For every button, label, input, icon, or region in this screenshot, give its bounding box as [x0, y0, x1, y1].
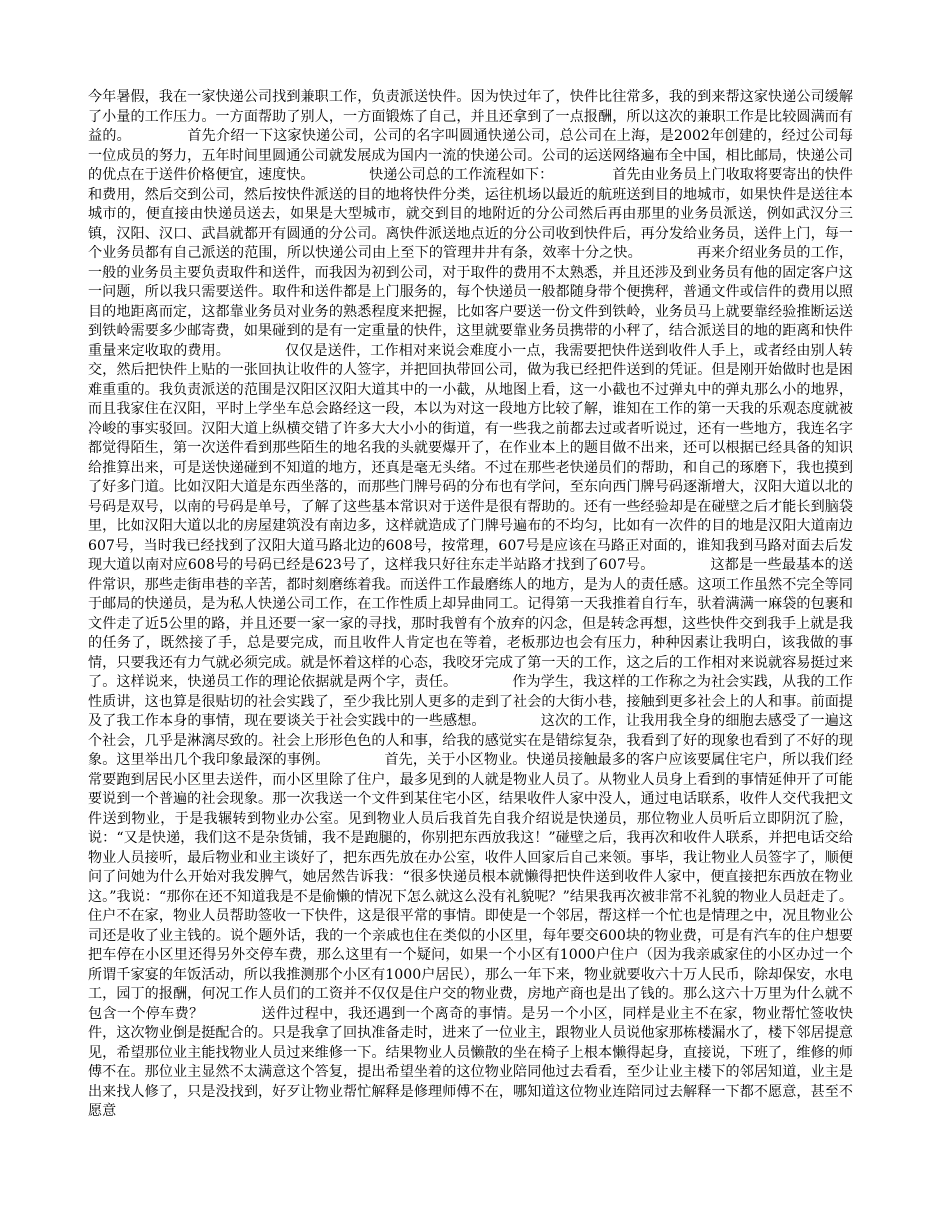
paragraph-company: 首先介绍一下这家快递公司，公司的名字叫圆通快递公司，总公司在上海，是2002年创建的，经过公司每一位成员的努力，五年时间里圆通公司就发展成为国内一流的快递公司。公司的运送网络遍布全中国，相比邮局，快递公司的优点在于送件价格便宜，速度快。 [88, 128, 853, 183]
paragraph-intro: 今年暑假，我在一家快递公司找到兼职工作，负责派送快件。因为快过年了，快件比往常多，我的到来帮这家快递公司缓解了小量的工作压力。一方面帮助了别人，一方面锻炼了自己，并且还拿到了一点报酬，所以这次的兼职工作是比较圆满而有益的。 [88, 89, 853, 144]
paragraph-responsibility: 这都是一些最基本的送件常识，那些走街串巷的辛苦，都时刻磨练着我。而送件工作最磨练人的地方，是为人的责任感。这项工作虽然不完全等同于邮局的快递员，是为私人快递公司工作，在工作性质上却异曲同工。记得第一天我推着自行车，驮着满满一麻袋的包裹和文件走了近5公里的路，并且还要一家一家的寻找，那时我曾有个放弃的闪念，但是转念再想，这些快件交到我手上就是我的任务了，既然接了手，总是要完成，而且收件人肯定也在等着，老板那边也会有压力，种种因素让我明白，该我做的事情，只要我还有力气就必须完成。就是怀着这样的心态，我咬牙完成了第一天的工作，这之后的工作相对来说就容易挺过来了。这样说来，快递员工作的理论依据就是两个字，责任。 [88, 557, 853, 690]
paragraph-strange-event: 送件过程中，我还遇到一个离奇的事情。是另一个小区，同样是业主不在家，物业帮忙签收快件，这次物业倒是挺配合的。只是我拿了回执准备走时，进来了一位业主，跟物业人员说他家那栋楼漏水了，楼下邻居提意见，希望那位业主能找物业人员过来维修一下。结果物业人员懒散的坐在椅子上根本懒得起身，直接说，下班了，维修的师傅不在。那位业主显然不太满意这个答复，提出希望坐着的这位物业陪同他过去看看，至少让业主楼下的邻居知道，业主是出来找人修了，只是没找到，好歹让物业帮忙解释是修理师傅不在，哪知道这位物业连陪同过去解释一下都不愿意，甚至不愿意 [88, 1005, 853, 1119]
paragraph-salesman: 再来介绍业务员的工作，一般的业务员主要负责取件和送件，而我因为初到公司，对于取件的费用不太熟悉，并且还涉及到业务员有他的固定客户这一问题，所以我只需要送件。取件和送件都是上门服务的，每个快递员一般都随身带个便携秤，普通文件或信件的费用以照目的地距离而定，这都靠业务员对业务的熟悉程度来把握，比如客户要送一份文件到铁岭，业务员马上就要靠经验推断运送到铁岭需要多少邮寄费，如果碰到的是有一定重量的快件，这里就要靠业务员携带的小秤了，结合派送目的地的距离和快件重量来定收取的费用。 [88, 245, 853, 359]
paragraph-process: 首先由业务员上门收取将要寄出的快件和费用，然后交到公司，然后按快件派送的目的地将快件分类，运往机场以最近的航班送到目的地城市，如果快件是送往本城市的，便直接由快递员送去，如果是大型城市，就交到目的地附近的分公司然后再由那里的业务员派送，例如武汉分三镇，汉阳、汉口、武昌就都开有圆通的分公司。离快件派送地点近的分公司收到快件后，再分发给业务员，送件上门，每一个业务员都有自己派送的范围，所以快递公司由上至下的管理井井有条，效率十分之快。 [88, 167, 853, 261]
paragraph-delivery: 仅仅是送件，工作相对来说会难度小一点，我需要把快件送到收件人手上，或者经由别人转交，然后把快件上贴的一张回执让收件的人签字，并把回执带回公司，做为我已经把件送到的凭证。但是刚开始做时也是困难重重的。我负责派送的范围是汉阳区汉阳大道其中的一小截，从地图上看，这一小截也不过弹丸中的弹丸那么小的地界，而且我家住在汉阳，平时上学坐车总会路经这一段，本以为对这一段地方比较了解，谁知在工作的第一天我的乐观态度就被冷峻的事实驳回。汉阳大道上纵横交错了许多大大小小的街道，有一些我之前都去过或者听说过，还有一些地方，我连名字都觉得陌生，第一次送件看到那些陌生的地名我的头就要爆开了，在作业本上的题目做不出来，还可以根据已经具备的知识给推算出来，可是送快递碰到不知道的地方，还真是毫无头绪。不过在那些老快递员们的帮助，和自己的琢磨下，我也摸到了好多门道。比如汉阳大道是东西坐落的，而那些门牌号码的分布也有学问，至东向西门牌号码逐渐增大，汉阳大道以北的号码是双号，以南的号码是单号，了解了这些基本常识对于送件是很有帮助的。还有一些经验却是在碰壁之后才能长到脑袋里，比如汉阳大道以北的房屋建筑没有南边多，这样就造成了门牌号遍布的不均匀，比如有一次件的目的地是汉阳大道南边607号，当时我已经找到了汉阳大道马路北边的608号，按常理，607号是应该在马路正对面的，谁知我到马路对面去后发现大道以南对应608号的号码已经是623号了，这样我只好往东走半站路才找到了607号。 [88, 342, 853, 573]
document-body [88, 88, 853, 1122]
paragraph-property-1: 首先，关于小区物业。快递员接触最多的客户应该要属住宅户，所以我们经常要跑到居民小区里去送件，而小区里除了住户，最多见到的人就是物业人员了。从物业人员身上看到的事情延伸开了可能要说到一个普遍的社会现象。那一次我送一个文件到某住宅小区，结果收件人家中没人，通过电话联系，收件人交代我把文件送到物业，于是我辗转到物业办公室。见到物业人员后我首先自我介绍说是快递员，那位物业人员听后立即阴沉了脸，说：“又是快递，我们这不是杂货铺，我不是跑腿的，你别把东西放我这！”碰壁之后，我再次和收件人联系，并把电话交给物业人员接听，最后物业和业主谈好了，把东西先放在办公室，收件人回家后自己来领。事毕，我让物业人员签字了，顺便问了问她为什么开始对我发脾气，她居然告诉我：“很多快递员根本就懒得把快件送到收件人家中，便直接把东西放在物业这。”我说：“那你在还不知道我是不是偷懒的情况下怎么就这么没有礼貌呢？”结果我再次被非常不礼貌的物业人员赶走了。 [88, 752, 853, 905]
document-page [88, 88, 853, 1198]
paragraph-practice: 作为学生，我这样的工作称之为社会实践，从我的工作性质讲，这也算是很贴切的社会实践了，至少我比别人更多的走到了社会的大街小巷，接触到更多社会上的人和事。前面提及了我工作本身的事情，现在要谈关于社会实践中的一些感想。 [88, 674, 853, 729]
paragraph-society: 这次的工作，让我用我全身的细胞去感受了一遍这个社会，几乎是淋漓尽致的。社会上形形色色的人和事，给我的感觉实在是错综复杂，我看到了好的现象也看到了不好的现象。这里举出几个我印象最深的事例。 [88, 713, 853, 768]
paragraph-process-heading: 快递公司总的工作流程如下： [369, 167, 554, 183]
paragraph-property-2: 住户不在家，物业人员帮助签收一下快件，这是很平常的事情。即使是一个邻居，帮这样一个忙也是情理之中，况且物业公司还是收了业主钱的。说个题外话，我的一个亲戚也住在类似的小区里，每年要交600块的物业费，可是有汽车的住户想要把车停在小区里还得另外交停车费，那么这里有一个疑问，如果一个小区有1000户住户（因为我亲戚家住的小区办过一个所谓千家宴的年饭活动，所以我推测那个小区有1000户居民），那么一年下来，物业就要收六十万人民币，除却保安，水电工，园丁的报酬，何况工作人员们的工资并不仅仅是住户交的物业费，房地产商也是出了钱的。那么这六十万里为什么就不包含一个停车费？ [88, 908, 853, 1022]
